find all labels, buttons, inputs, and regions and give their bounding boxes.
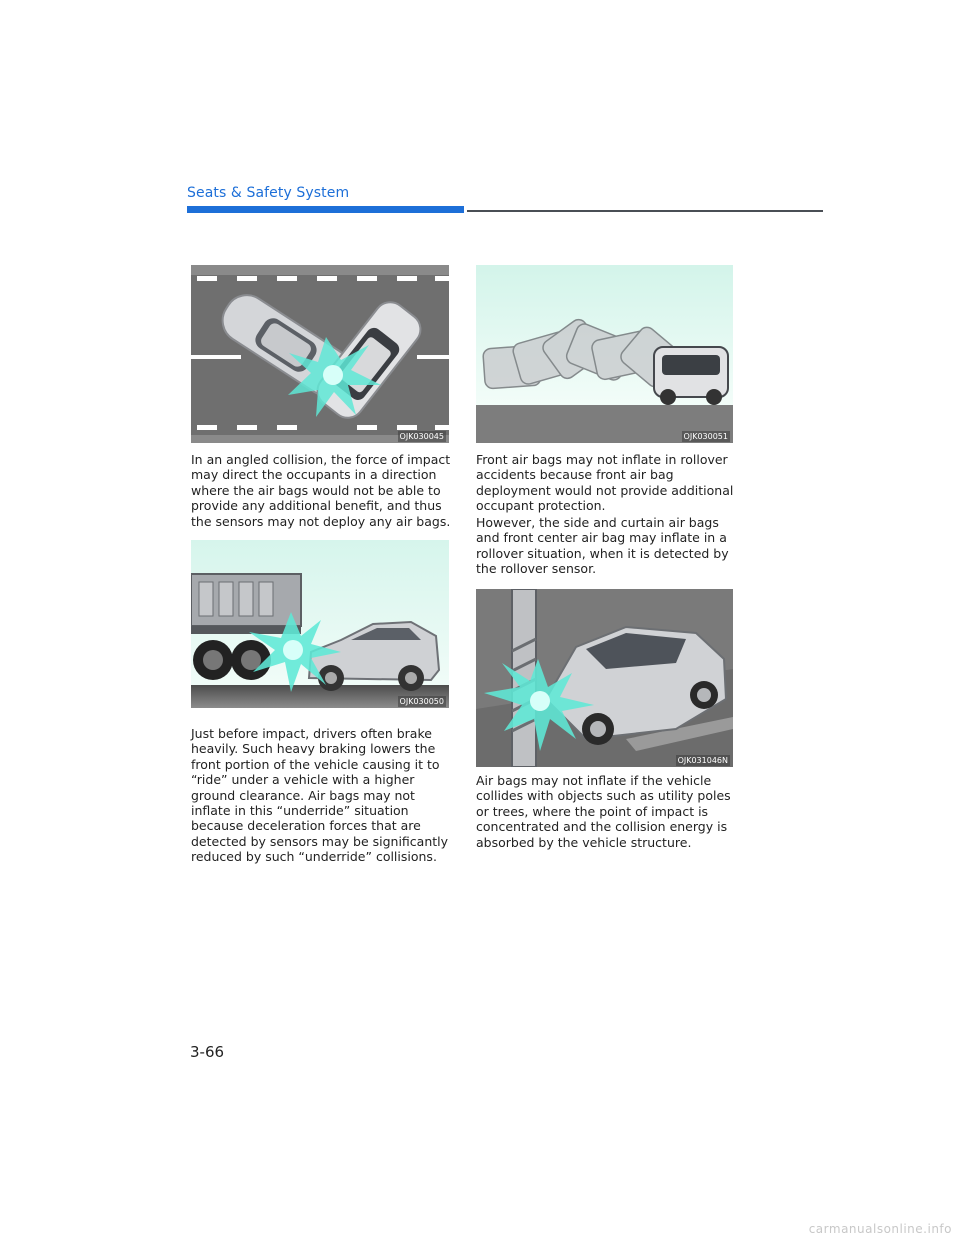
figure-code: OJK030045 [399,432,444,441]
figure-angled-collision [191,265,449,443]
figure-code: OJK030050 [399,697,444,706]
paragraph-pole-collision: Air bags may not inflate if the vehicle collides with objects such as utility poles or trees, where the point of impact is concentrated and the collision energy is absorbed by the vehicle structure. [476,773,731,850]
watermark: carmanualsonline.info [808,1222,952,1236]
paragraph-underride-collision: Just before impact, drivers often brake heavily. Such heavy braking lowers the front portion of the vehicle causing it to “ride” under a vehicle with a higher ground clearance. Air bags may not inflate in this “underride” situation because deceleration forces that are detected by sensors may be significantly reduced by such “underride” collisions. [191,726,449,865]
figure-rollover [476,265,733,443]
figure-code: OJK030051 [683,432,728,441]
paragraph-rollover-2: However, the side and curtain air bags and front center air bag may inflate in a rollover situation, when it is detected by the rollover sensor. [476,515,729,577]
header-rule-blue [187,206,464,213]
figure-code: OJK031046N [677,756,728,765]
section-title: Seats & Safety System [187,185,350,201]
figure-pole-collision [476,589,733,767]
figure-underride-collision [191,540,449,708]
header-rule-gray [467,210,823,212]
page-number: 3-66 [190,1043,225,1061]
paragraph-angled-collision: In an angled collision, the force of impact may direct the occupants in a direction where the air bags would not be able to provide any additional benefit, and thus the sensors may not deploy any air bags. [191,452,451,529]
paragraph-rollover-1: Front air bags may not inflate in rollover accidents because front air bag deployment would not provide additional occupant protection. [476,452,734,514]
